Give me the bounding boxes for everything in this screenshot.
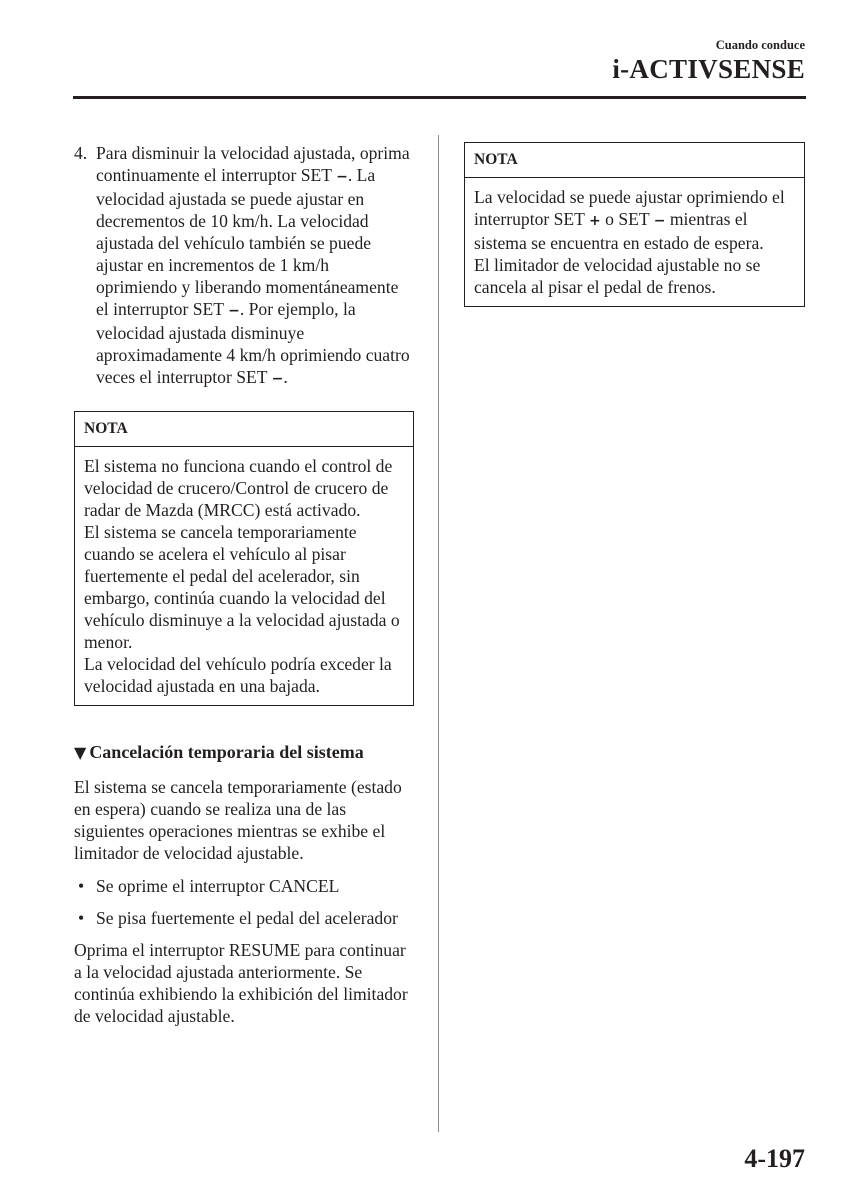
plus-icon: +	[589, 213, 601, 229]
note-box-left	[74, 411, 414, 706]
step-text-c: . Por ejemplo, la velocidad ajustada disminuye aproximadamente 4 km/h oprimiendo cuatro veces el interruptor SET	[96, 299, 410, 387]
note-body	[465, 178, 804, 306]
bullet-icon: •	[78, 908, 85, 928]
list-item	[74, 907, 414, 929]
bullet-icon: •	[78, 876, 85, 896]
note-box-right	[464, 142, 805, 307]
step-4	[74, 142, 414, 390]
minus-icon: −	[336, 169, 348, 185]
step-text-b: . La velocidad ajustada se puede ajustar en decrementos de 10 km/h. La velocidad ajustada del vehículo también se puede ajustar en incrementos de 1 km/h oprimiendo y liberando momentáneamente el interruptor SET	[96, 165, 399, 319]
header-section-label: Cuando conduce	[715, 38, 805, 52]
column-divider	[438, 135, 439, 1132]
list-item-text: Se oprime el interruptor CANCEL	[96, 876, 340, 896]
triangle-down-icon: ▼	[74, 743, 87, 762]
note-heading: NOTA	[75, 412, 413, 447]
note-paragraph: El sistema se cancela temporariamente cuando se acelera el vehículo al pisar fuertemente el pedal del acelerador, sin embargo, continúa cuando la velocidad del vehículo disminuye a la velocidad ajustada o menor.	[84, 522, 400, 652]
section-heading	[74, 741, 414, 764]
step-text-a: Para disminuir la velocidad ajustada, oprima continuamente el interruptor SET	[96, 143, 410, 185]
note-heading: NOTA	[465, 143, 804, 178]
left-column	[74, 142, 414, 1038]
minus-icon: −	[653, 213, 666, 229]
note-text-b: o SET	[600, 209, 650, 229]
minus-icon: −	[271, 371, 284, 387]
note-body	[75, 447, 413, 705]
section-heading-text: Cancelación temporaria del sistema	[89, 742, 364, 762]
page-number: 4-197	[744, 1144, 805, 1173]
note-text-a: La velocidad se puede ajustar oprimiendo el interruptor SET	[474, 187, 785, 229]
note-paragraph: El sistema no funciona cuando el control de velocidad de crucero/Control de crucero de radar de Mazda (MRCC) está activado.	[84, 456, 393, 520]
note-paragraph: El limitador de velocidad ajustable no se cancela al pisar el pedal de frenos.	[474, 255, 761, 297]
right-column	[464, 142, 805, 307]
minus-icon: −	[228, 303, 240, 319]
bullet-list	[74, 875, 414, 929]
step-number: 4.	[74, 143, 88, 163]
section-intro: El sistema se cancela temporariamente (estado en espera) cuando se realiza una de las siguientes operaciones mientras se exhibe el limitador de velocidad ajustable.	[74, 777, 402, 863]
header-rule	[73, 96, 806, 99]
note-paragraph: La velocidad del vehículo podría exceder la velocidad ajustada en una bajada.	[84, 654, 392, 696]
header-title: i-ACTIVSENSE	[612, 54, 805, 84]
note-text-c: mientras el sistema se encuentra en estado de espera.	[474, 209, 764, 253]
list-item-text: Se pisa fuertemente el pedal del acelerador	[96, 908, 398, 928]
list-item	[74, 875, 414, 897]
section-outro: Oprima el interruptor RESUME para continuar a la velocidad ajustada anteriormente. Se continúa exhibiendo la exhibición del limitador de velocidad ajustable.	[74, 940, 408, 1026]
note-paragraph	[474, 186, 796, 254]
step-text-d: .	[283, 367, 288, 387]
